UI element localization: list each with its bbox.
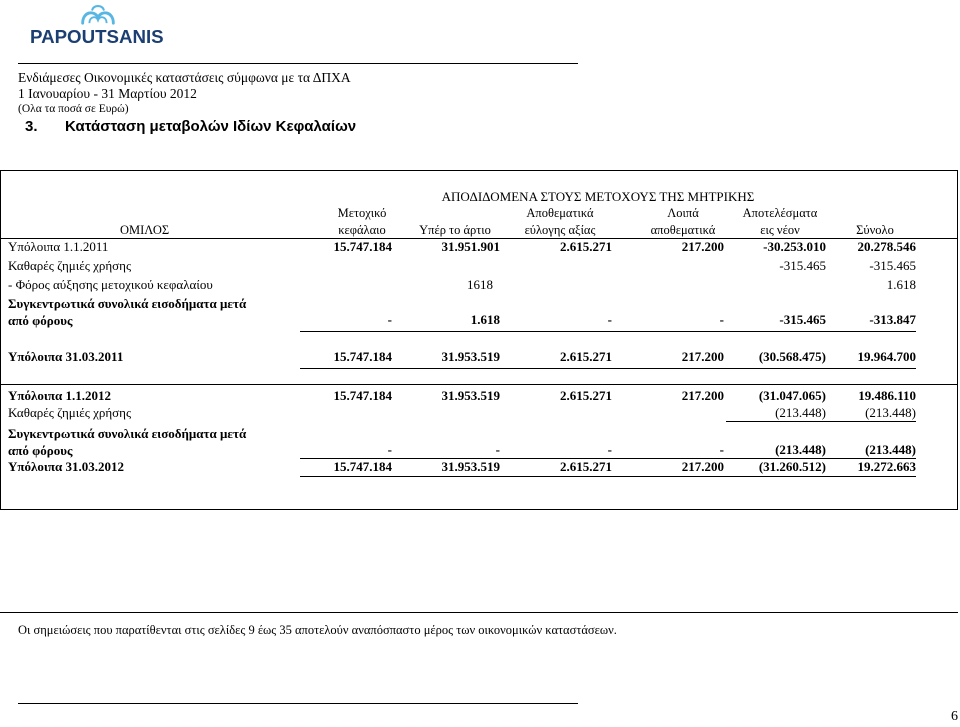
retained-earnings-cell: (213.448) [775,405,826,420]
fair-value-reserves-cell: 2.615.271 [560,239,612,254]
row-label-line: Συγκεντρωτικά συνολικά εισοδήματα μετά [8,296,247,311]
share-capital-cell: 15.747.184 [333,239,392,254]
column-header-other-reserves [633,205,733,239]
fair-value-reserves-cell: 2.615.271 [560,459,612,474]
table-row [1,258,957,274]
currency-note: (Ολα τα ποσά σε Ευρώ) [18,103,129,115]
column-header-line: Λοιπά [667,206,699,220]
row-label-line: από φόρους [8,443,73,458]
column-header-line: Αποτελέσματα [742,206,818,220]
share-premium-cell: 1.618 [470,312,500,327]
company-name: PAPOUTSANIS [30,26,164,47]
total-cell: (213.448) [865,405,916,420]
total-cell: 19.486.110 [858,388,916,403]
retained-earnings-cell: (30.568.475) [758,349,826,364]
fair-value-reserves-cell: - [607,312,612,327]
row-label: Καθαρές ζημιές χρήσης [8,258,132,273]
entity-label: ΟΜΙΛΟΣ [120,223,170,237]
row-label [8,425,298,459]
header-divider [18,63,578,64]
other-reserves-cell: 217.200 [681,459,724,474]
retained-earnings-cell: -30.253.010 [763,239,826,254]
fair-value-reserves-cell: 2.615.271 [560,349,612,364]
retained-earnings-cell: -315.465 [779,258,826,273]
column-header-line: κεφάλαιο [338,223,386,237]
group-header: ΑΠΟΔΙΔΟΜΕΝΑ ΣΤΟΥΣ ΜΕΤΟΧΟΥΣ ΤΗΣ ΜΗΤΡΙΚΗΣ [441,189,755,204]
column-header-line: εις νέον [760,223,800,237]
report-period: 1 Ιανουαρίου - 31 Μαρτίου 2012 [18,86,197,101]
total-cell: (213.448) [865,442,916,457]
column-header-fair-value-reserves [510,205,610,239]
other-reserves-cell: - [719,442,724,457]
table-row [1,425,957,458]
column-header-share-premium [405,222,505,239]
column-header-share-capital [312,205,412,239]
share-premium-cell: 1618 [467,277,493,292]
share-premium-cell: - [495,442,500,457]
table-row [1,405,957,421]
table-row [1,239,957,255]
table-row [1,277,957,293]
bottom-divider [18,703,578,704]
retained-earnings-cell: (31.260.512) [758,459,826,474]
page-number: 6 [951,709,958,724]
table-row [1,349,957,365]
row-label: Υπόλοιπα 1.1.2012 [8,388,112,403]
balance-rule [300,476,916,477]
row-label: Υπόλοιπα 31.03.2011 [8,349,124,364]
other-reserves-cell: - [719,312,724,327]
row-label: Υπόλοιπα 31.03.2012 [8,459,125,474]
sum-rule [726,421,916,422]
column-header-line: αποθεματικά [650,223,716,237]
sum-rule [300,331,916,332]
share-premium-cell: 31.953.519 [441,349,500,364]
papoutsanis-emblem-icon [78,3,118,26]
share-premium-cell: 31.953.519 [441,388,500,403]
column-header-total [825,222,925,239]
total-cell: 19.272.663 [857,459,916,474]
column-header-line: Υπέρ το άρτιο [419,223,491,237]
footer-divider [0,612,958,613]
section-title: Κατάσταση μεταβολών Ιδίων Κεφαλαίων [65,118,357,135]
column-header-line: εύλογης αξίας [524,223,596,237]
balance-rule [300,368,916,369]
retained-earnings-cell: (213.448) [775,442,826,457]
report-title: Ενδιάμεσες Οικονομικές καταστάσεις σύμφωνα με τα ΔΠΧΑ [18,70,351,85]
column-header-line: Αποθεματικά [526,206,594,220]
retained-earnings-cell: (31.047.065) [758,388,826,403]
total-cell: -313.847 [869,312,916,327]
row-label-line: από φόρους [8,313,73,328]
total-cell: -315.465 [869,258,916,273]
share-premium-cell: 31.953.519 [441,459,500,474]
row-label: Καθαρές ζημιές χρήσης [8,405,132,420]
share-capital-cell: 15.747.184 [333,349,392,364]
total-cell: 1.618 [886,277,916,292]
column-header-line: Μετοχικό [337,206,387,220]
row-label: Υπόλοιπα 1.1.2011 [8,239,109,254]
column-header-retained-earnings [730,205,830,239]
row-label [8,295,298,329]
fair-value-reserves-cell: - [607,442,612,457]
row-label: - Φόρος αύξησης μετοχικού κεφαλαίου [8,277,213,292]
other-reserves-cell: 217.200 [681,349,724,364]
share-capital-cell: 15.747.184 [333,388,392,403]
table-row [1,295,957,328]
share-capital-cell: - [387,442,392,457]
other-reserves-cell: 217.200 [681,388,724,403]
share-capital-cell: 15.747.184 [333,459,392,474]
other-reserves-cell: 217.200 [681,239,724,254]
footnote: Οι σημειώσεις που παρατίθενται στις σελίδες 9 έως 35 αποτελούν αναπόσπαστο μέρος των οικονομικών καταστάσεων. [18,623,617,637]
share-premium-cell: 31.951.901 [441,239,500,254]
total-cell: 20.278.546 [857,239,916,254]
column-header-line: Σύνολο [856,223,894,237]
share-capital-cell: - [387,312,392,327]
row-label-line: Συγκεντρωτικά συνολικά εισοδήματα μετά [8,426,247,441]
company-logo [28,0,170,48]
retained-earnings-cell: -315.465 [779,312,826,327]
table-row [1,388,957,404]
fair-value-reserves-cell: 2.615.271 [560,388,612,403]
section-number: 3. [25,118,38,135]
equity-changes-table [0,170,958,510]
period-rule [1,384,957,385]
total-cell: 19.964.700 [857,349,916,364]
table-row [1,459,957,475]
